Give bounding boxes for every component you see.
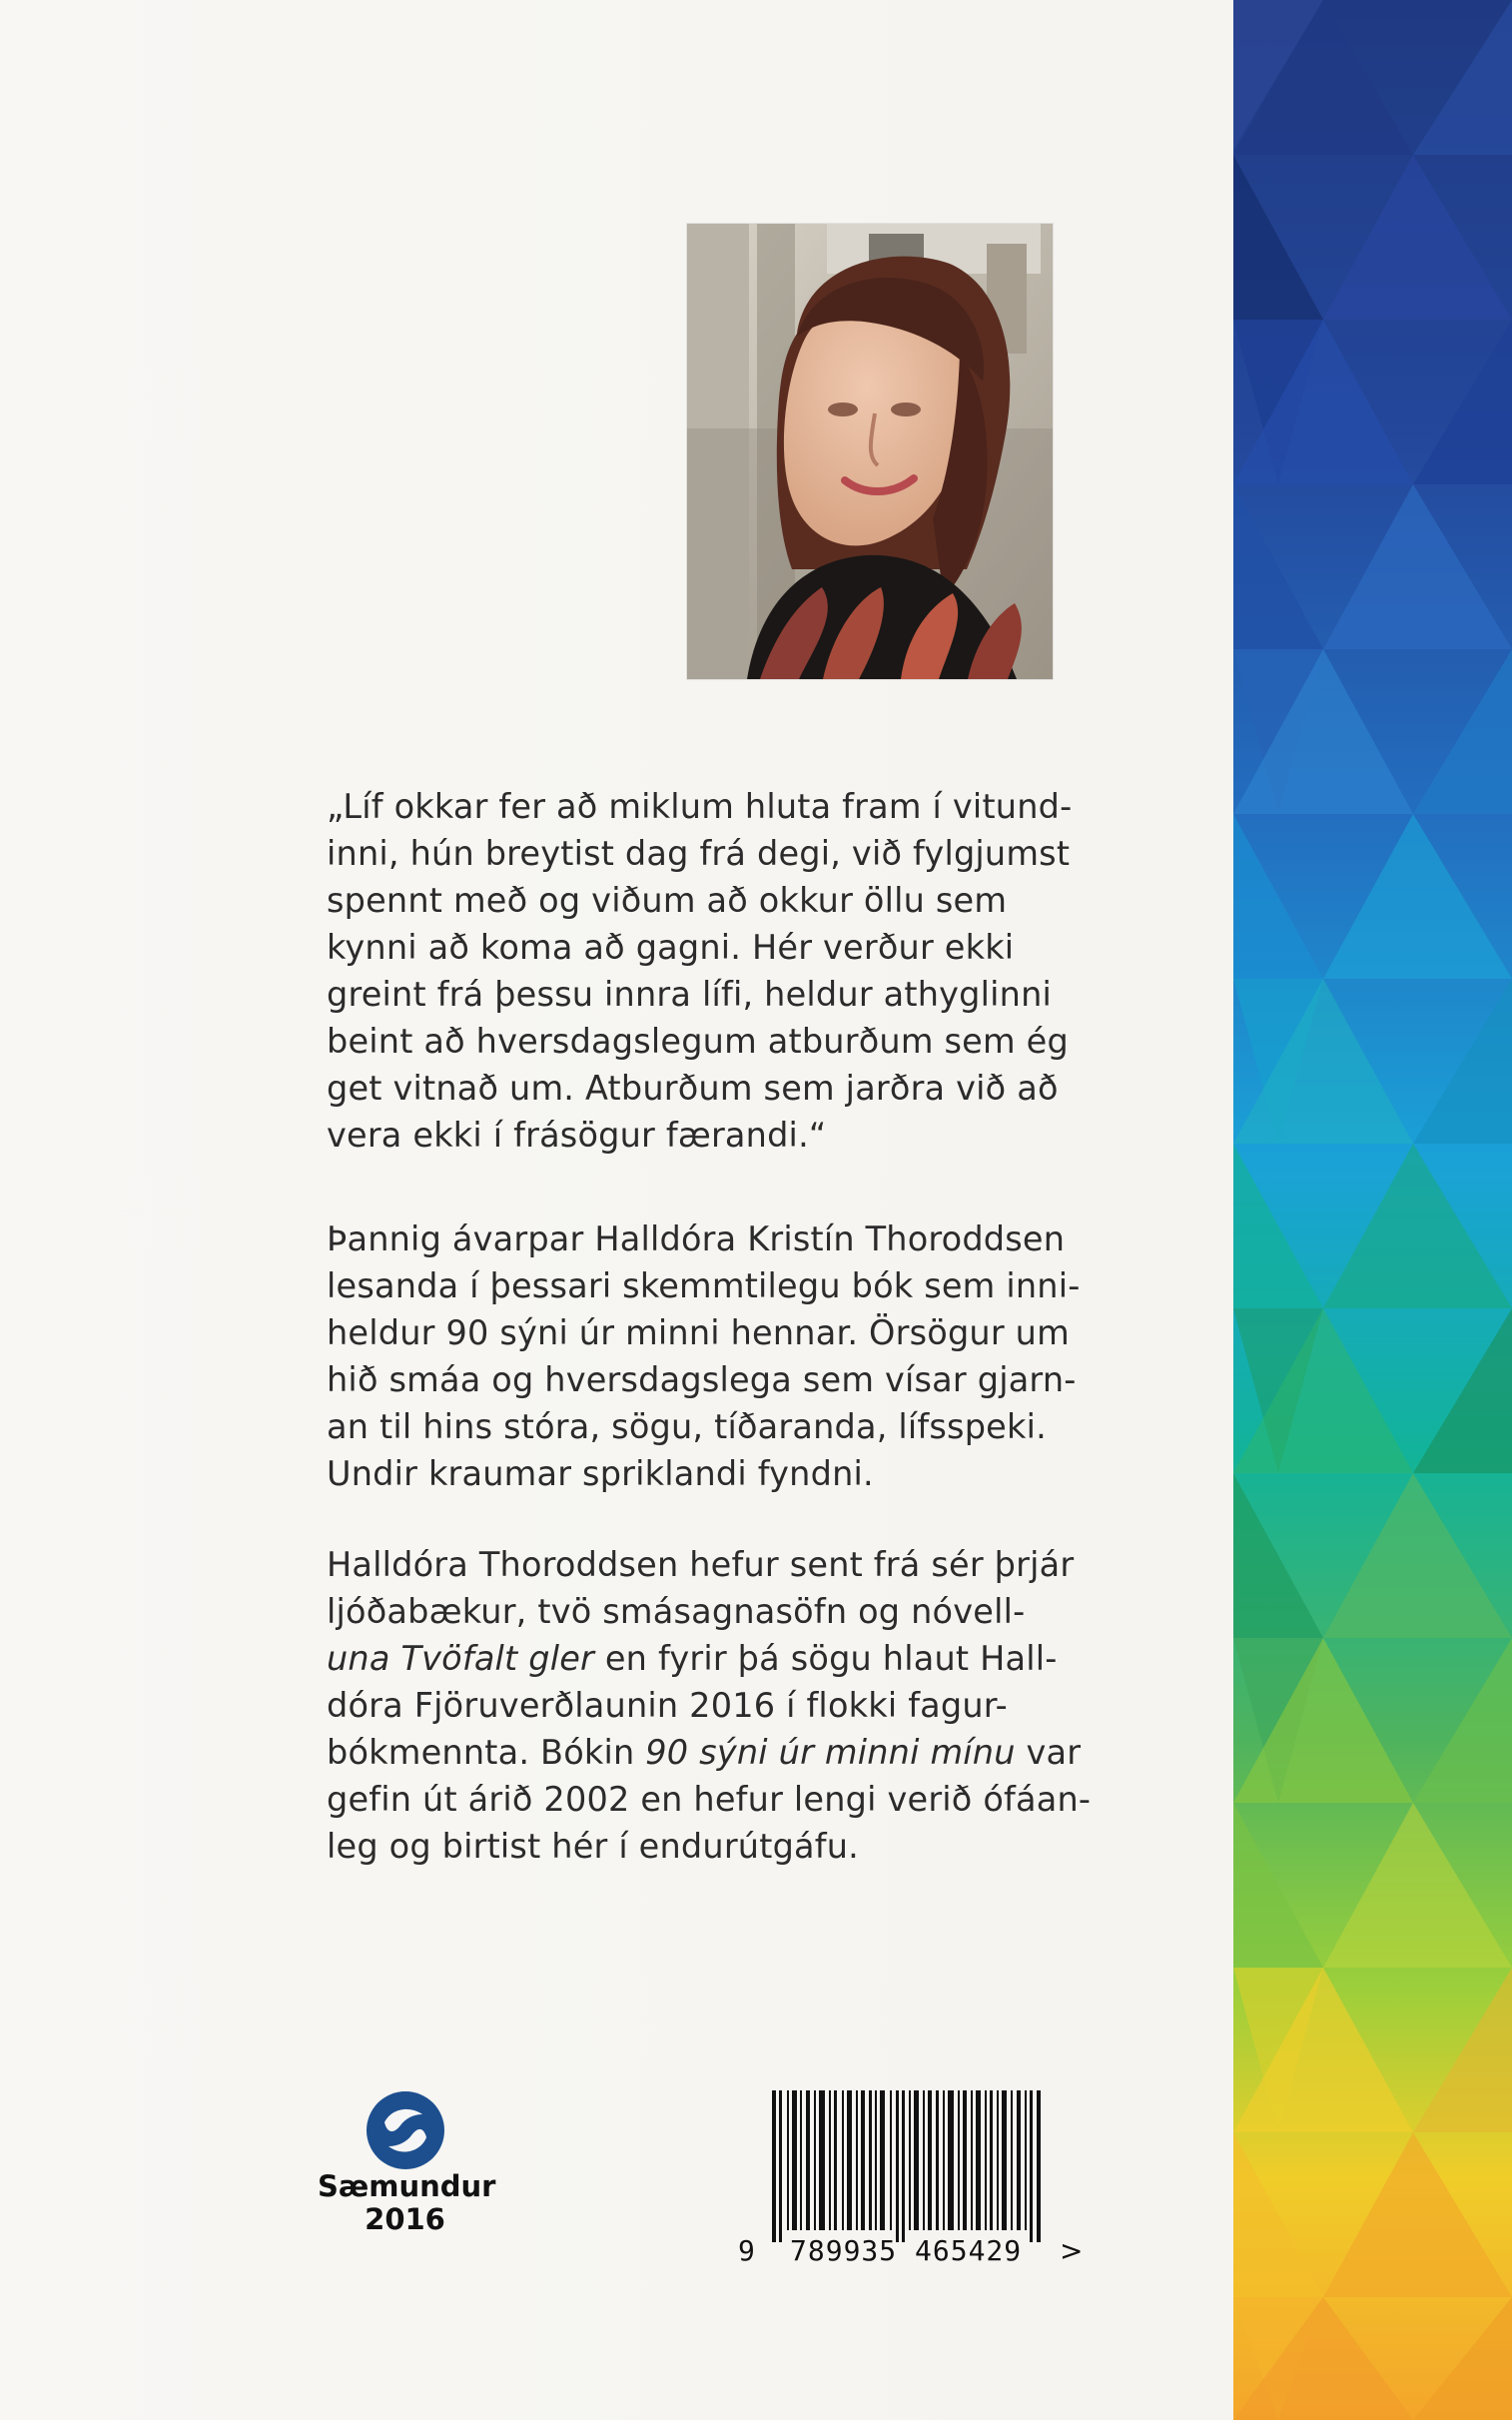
quote-line: vera ekki í frásögur færandi.“ (327, 1116, 827, 1155)
publisher-logo-icon (366, 2090, 445, 2170)
author-photo (687, 224, 1053, 679)
description-line: an til hins stóra, sögu, tíðaranda, lífsspeki. (327, 1407, 1047, 1446)
triangle-pattern-graphic (1233, 0, 1512, 2420)
author-bio-line (327, 1729, 1082, 1776)
quote-line: inni, hún breytist dag frá degi, við fylgjumst (327, 834, 1071, 873)
quote-line: „Líf okkar fer að miklum hluta fram í vitund- (327, 787, 1073, 826)
publisher-block (318, 2090, 496, 2236)
description-paragraph (327, 1215, 1081, 1497)
quote-line: get vitnað um. Atburðum sem jarðra við að (327, 1069, 1059, 1108)
author-bio-line: dóra Fjöruverðlaunin 2016 í flokki fagur- (327, 1686, 1008, 1725)
author-bio-line (327, 1635, 1058, 1682)
author-bio-line: gefin út árið 2002 en hefur lengi verið ófáan- (327, 1780, 1092, 1819)
publication-year: 2016 (365, 2202, 445, 2236)
quote-line: greint frá þessu innra lífi, heldur athyglinni (327, 975, 1053, 1014)
description-line: lesanda í þessari skemmtilegu bók sem inni- (327, 1266, 1081, 1305)
publisher-name: Sæmundur (318, 2169, 496, 2203)
description-line: hið smáa og hversdagslega sem vísar gjarn- (327, 1360, 1077, 1399)
book-title-italic: una Tvöfalt gler (327, 1639, 594, 1678)
author-bio-line: Halldóra Thoroddsen hefur sent frá sér þrjár (327, 1545, 1075, 1584)
quote-line: kynni að koma að gagni. Hér verður ekki (327, 928, 1015, 967)
author-bio-fragment: bókmennta. Bókin (327, 1733, 646, 1772)
author-bio-line: leg og birtist hér í endurútgáfu. (327, 1827, 860, 1866)
barcode-prefix-digit: 9 (738, 2234, 755, 2267)
author-bio-paragraph (327, 1541, 1092, 1870)
geometric-spine-panel (1233, 0, 1512, 2420)
barcode-number: 789935 465429 (790, 2234, 1023, 2267)
author-bio-fragment: var (1015, 1733, 1082, 1772)
isbn-barcode (738, 2090, 1084, 2280)
book-title-italic: 90 sýni úr minni mínu (645, 1733, 1016, 1772)
quote-paragraph (327, 783, 1073, 1159)
description-line: Þannig ávarpar Halldóra Kristín Thoroddsen (327, 1219, 1066, 1258)
quote-line: beint að hversdagslegum atburðum sem ég (327, 1022, 1069, 1061)
description-line: heldur 90 sýni úr minni hennar. Örsögur um (327, 1313, 1070, 1352)
author-bio-fragment: en fyrir þá sögu hlaut Hall- (594, 1639, 1058, 1678)
description-line: Undir kraumar spriklandi fyndni. (327, 1454, 874, 1493)
barcode-arrow: > (1060, 2234, 1084, 2267)
author-bio-line: ljóðabækur, tvö smásagnasöfn og nóvell- (327, 1592, 1026, 1631)
barcode-graphic (772, 2090, 1048, 2242)
quote-line: spennt með og viðum að okkur öllu sem (327, 881, 1008, 920)
